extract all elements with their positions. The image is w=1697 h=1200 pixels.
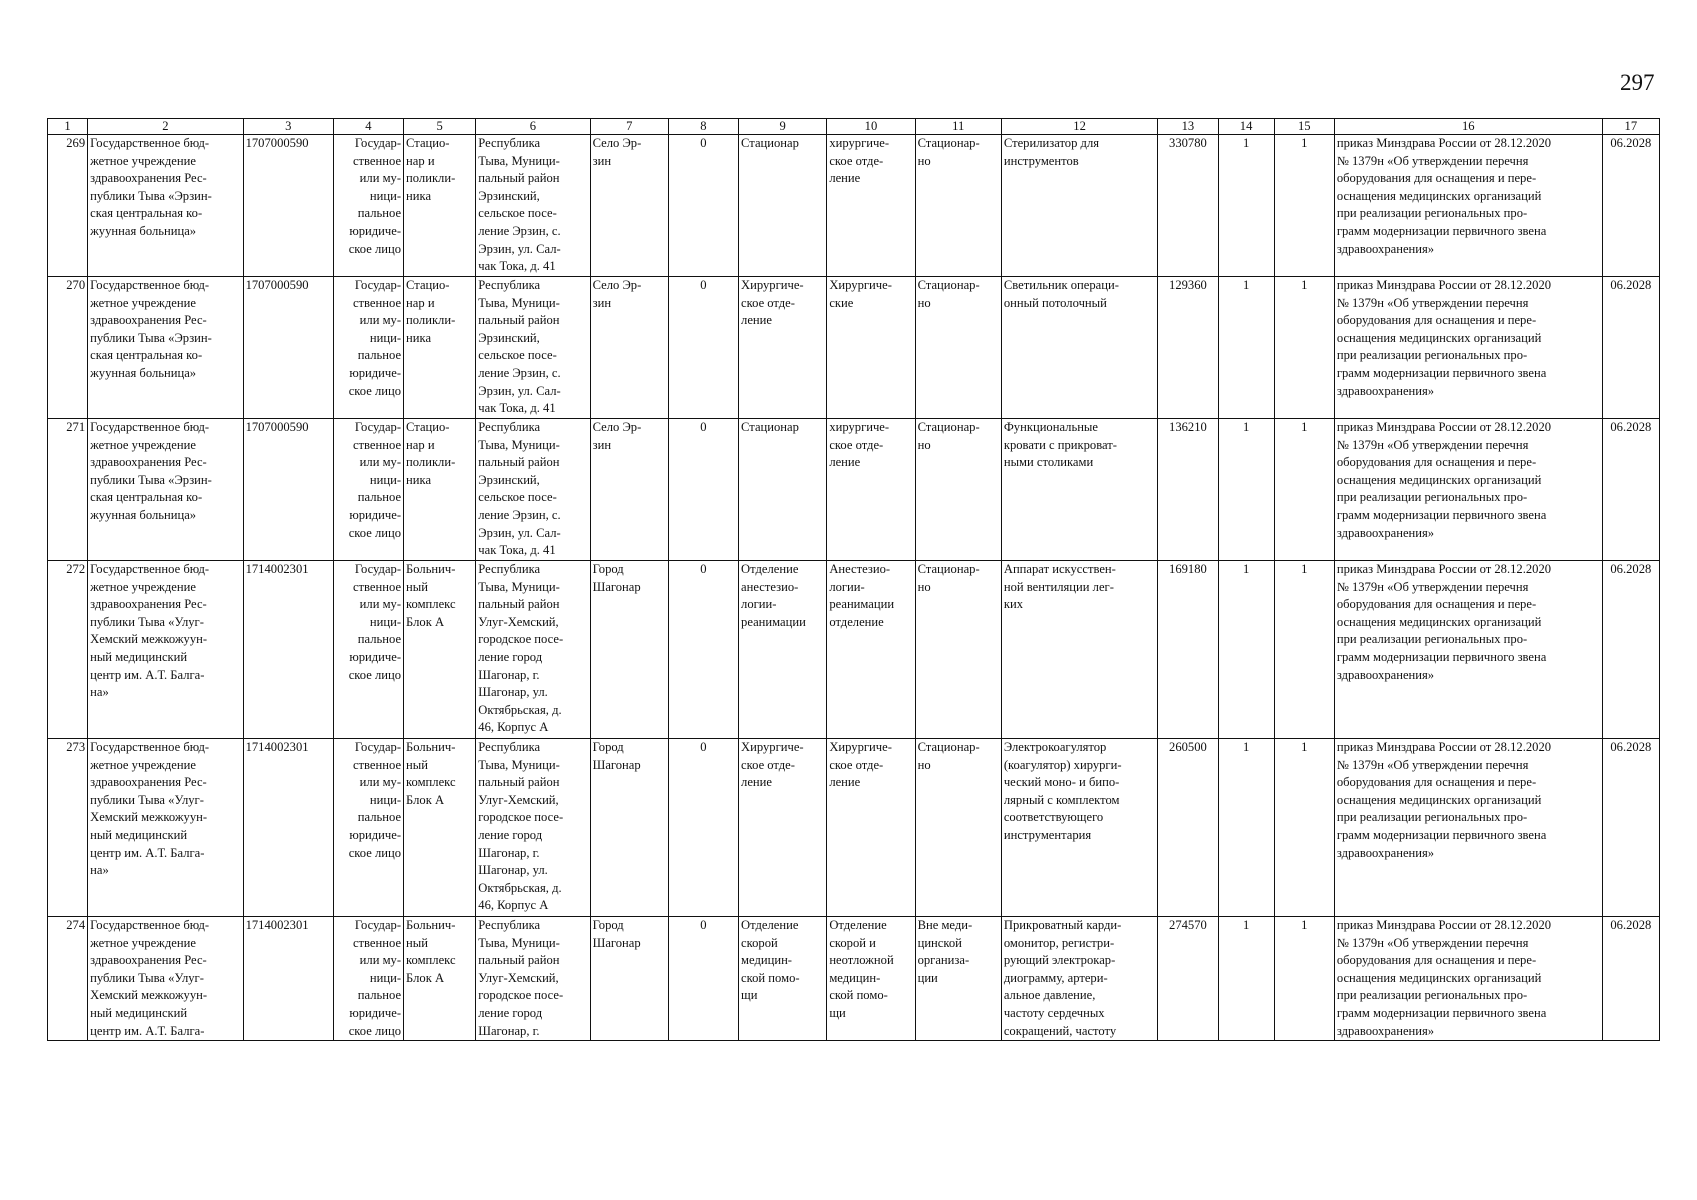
equipment-code: 136210 — [1158, 419, 1218, 561]
facility-type: Больнич- ный комплекс Блок А — [404, 917, 476, 1041]
facility-type: Больнич- ный комплекс Блок А — [404, 561, 476, 739]
due-date: 06.2028 — [1602, 561, 1659, 739]
column-number: 3 — [243, 119, 333, 135]
column-8-value: 0 — [668, 561, 738, 739]
address: Республика Тыва, Муници- пальный район Эрзинский, сельское посе- ление Эрзин, с. Эрзин, ул. Сал- чак Тока, д. 41 — [476, 419, 590, 561]
settlement: Город Шагонар — [590, 561, 668, 739]
row-number: 273 — [48, 739, 88, 917]
due-date: 06.2028 — [1602, 739, 1659, 917]
organization-name: Государственное бюд- жетное учреждение здравоохранения Рес- публики Тыва «Улуг- Хемский межкожуун- ный медицинский центр им. А.Т. Балга- на» — [88, 739, 243, 917]
column-8-value: 0 — [668, 135, 738, 277]
legal-basis: приказ Минздрава России от 28.12.2020 № 1379н «Об утверждении перечня оборудования для оснащения и пере- оснащения медицинских организаций при реализации региональных про- грамм модернизации первичного звена здравоохранения» — [1334, 917, 1602, 1041]
column-number: 16 — [1334, 119, 1602, 135]
column-8-value: 0 — [668, 419, 738, 561]
equipment-code: 260500 — [1158, 739, 1218, 917]
legal-form: Государ- ственное или му- ници- пальное юридиче- ское лицо — [333, 277, 403, 419]
care-mode: Стационар- но — [915, 561, 1001, 739]
care-mode: Стационар- но — [915, 277, 1001, 419]
legal-form: Государ- ственное или му- ници- пальное юридиче- ское лицо — [333, 419, 403, 561]
equipment-code: 129360 — [1158, 277, 1218, 419]
legal-form: Государ- ственное или му- ници- пальное юридиче- ское лицо — [333, 561, 403, 739]
address: Республика Тыва, Муници- пальный район Эрзинский, сельское посе- ление Эрзин, с. Эрзин, ул. Сал- чак Тока, д. 41 — [476, 135, 590, 277]
due-date: 06.2028 — [1602, 917, 1659, 1041]
address: Республика Тыва, Муници- пальный район Улуг-Хемский, городское посе- ление город Шагонар, г. — [476, 917, 590, 1041]
column-14-value: 1 — [1218, 277, 1274, 419]
column-15-value: 1 — [1274, 277, 1334, 419]
equipment-name: Светильник операци- онный потолочный — [1001, 277, 1157, 419]
column-8-value: 0 — [668, 739, 738, 917]
equipment-name: Прикроватный карди- омонитор, регистри- рующий электрокар- диограмму, артери- альное давление, частоту сердечных сокращений, частоту — [1001, 917, 1157, 1041]
equipment-code: 169180 — [1158, 561, 1218, 739]
settlement: Село Эр- зин — [590, 419, 668, 561]
legal-form: Государ- ственное или му- ници- пальное юридиче- ское лицо — [333, 135, 403, 277]
legal-form: Государ- ственное или му- ници- пальное юридиче- ское лицо — [333, 917, 403, 1041]
legal-basis: приказ Минздрава России от 28.12.2020 № 1379н «Об утверждении перечня оборудования для оснащения и пере- оснащения медицинских организаций при реализации региональных про- грамм модернизации первичного звена здравоохранения» — [1334, 277, 1602, 419]
table-row — [48, 135, 1660, 277]
equipment-name: Функциональные кровати с прикроват- ными столиками — [1001, 419, 1157, 561]
settlement: Город Шагонар — [590, 739, 668, 917]
settlement: Село Эр- зин — [590, 277, 668, 419]
column-8-value: 0 — [668, 917, 738, 1041]
table-row — [48, 561, 1660, 739]
facility-type: Стацио- нар и поликли- ника — [404, 135, 476, 277]
column-number: 2 — [88, 119, 243, 135]
care-mode: Вне меди- цинской организа- ции — [915, 917, 1001, 1041]
row-number: 270 — [48, 277, 88, 419]
table-row — [48, 277, 1660, 419]
equipment-name: Аппарат искусствен- ной вентиляции лег- ких — [1001, 561, 1157, 739]
column-number-row — [48, 119, 1660, 135]
row-number: 272 — [48, 561, 88, 739]
unit: хирургиче- ское отде- ление — [827, 135, 915, 277]
department: Отделение анестезио- логии- реанимации — [739, 561, 827, 739]
facility-type: Больнич- ный комплекс Блок А — [404, 739, 476, 917]
row-number: 269 — [48, 135, 88, 277]
care-mode: Стационар- но — [915, 739, 1001, 917]
department: Стационар — [739, 419, 827, 561]
column-number: 6 — [476, 119, 590, 135]
table-row — [48, 419, 1660, 561]
column-number: 7 — [590, 119, 668, 135]
legal-form: Государ- ственное или му- ници- пальное юридиче- ское лицо — [333, 739, 403, 917]
inn: 1714002301 — [243, 739, 333, 917]
column-number: 5 — [404, 119, 476, 135]
settlement: Город Шагонар — [590, 917, 668, 1041]
department: Хирургиче- ское отде- ление — [739, 277, 827, 419]
row-number: 274 — [48, 917, 88, 1041]
column-number: 1 — [48, 119, 88, 135]
inn: 1714002301 — [243, 561, 333, 739]
organization-name: Государственное бюд- жетное учреждение здравоохранения Рес- публики Тыва «Эрзин- ская центральная ко- жуунная больница» — [88, 277, 243, 419]
column-number: 17 — [1602, 119, 1659, 135]
unit: Анестезио- логии- реанимации отделение — [827, 561, 915, 739]
address: Республика Тыва, Муници- пальный район Улуг-Хемский, городское посе- ление город Шагонар, г. Шагонар, ул. Октябрьская, д. 46, Корпус А — [476, 739, 590, 917]
facility-type: Стацио- нар и поликли- ника — [404, 277, 476, 419]
department: Хирургиче- ское отде- ление — [739, 739, 827, 917]
organization-name: Государственное бюд- жетное учреждение здравоохранения Рес- публики Тыва «Улуг- Хемский межкожуун- ный медицинский центр им. А.Т. Балга- на» — [88, 561, 243, 739]
equipment-name: Электрокоагулятор (коагулятор) хирурги- ческий моно- и бипо- лярный с комплектом соответствующего инструментария — [1001, 739, 1157, 917]
care-mode: Стационар- но — [915, 419, 1001, 561]
due-date: 06.2028 — [1602, 135, 1659, 277]
column-number: 15 — [1274, 119, 1334, 135]
column-number: 9 — [739, 119, 827, 135]
unit: хирургиче- ское отде- ление — [827, 419, 915, 561]
column-number: 14 — [1218, 119, 1274, 135]
facility-type: Стацио- нар и поликли- ника — [404, 419, 476, 561]
column-14-value: 1 — [1218, 419, 1274, 561]
column-15-value: 1 — [1274, 739, 1334, 917]
column-8-value: 0 — [668, 277, 738, 419]
legal-basis: приказ Минздрава России от 28.12.2020 № 1379н «Об утверждении перечня оборудования для оснащения и пере- оснащения медицинских организаций при реализации региональных про- грамм модернизации первичного звена здравоохранения» — [1334, 419, 1602, 561]
settlement: Село Эр- зин — [590, 135, 668, 277]
column-15-value: 1 — [1274, 917, 1334, 1041]
row-number: 271 — [48, 419, 88, 561]
legal-basis: приказ Минздрава России от 28.12.2020 № 1379н «Об утверждении перечня оборудования для оснащения и пере- оснащения медицинских организаций при реализации региональных про- грамм модернизации первичного звена здравоохранения» — [1334, 739, 1602, 917]
column-number: 11 — [915, 119, 1001, 135]
column-number: 12 — [1001, 119, 1157, 135]
due-date: 06.2028 — [1602, 419, 1659, 561]
column-number: 8 — [668, 119, 738, 135]
column-14-value: 1 — [1218, 917, 1274, 1041]
department: Стационар — [739, 135, 827, 277]
equipment-register-table — [47, 118, 1660, 1041]
equipment-code: 274570 — [1158, 917, 1218, 1041]
inn: 1707000590 — [243, 277, 333, 419]
page-number: 297 — [1620, 70, 1655, 95]
column-15-value: 1 — [1274, 419, 1334, 561]
equipment-code: 330780 — [1158, 135, 1218, 277]
column-number: 13 — [1158, 119, 1218, 135]
department: Отделение скорой медицин- ской помо- щи — [739, 917, 827, 1041]
address: Республика Тыва, Муници- пальный район Эрзинский, сельское посе- ление Эрзин, с. Эрзин, ул. Сал- чак Тока, д. 41 — [476, 277, 590, 419]
column-number: 10 — [827, 119, 915, 135]
organization-name: Государственное бюд- жетное учреждение здравоохранения Рес- публики Тыва «Эрзин- ская центральная ко- жуунная больница» — [88, 419, 243, 561]
legal-basis: приказ Минздрава России от 28.12.2020 № 1379н «Об утверждении перечня оборудования для оснащения и пере- оснащения медицинских организаций при реализации региональных про- грамм модернизации первичного звена здравоохранения» — [1334, 561, 1602, 739]
due-date: 06.2028 — [1602, 277, 1659, 419]
address: Республика Тыва, Муници- пальный район Улуг-Хемский, городское посе- ление город Шагонар, г. Шагонар, ул. Октябрьская, д. 46, Корпус А — [476, 561, 590, 739]
organization-name: Государственное бюд- жетное учреждение здравоохранения Рес- публики Тыва «Эрзин- ская центральная ко- жуунная больница» — [88, 135, 243, 277]
table-row — [48, 917, 1660, 1041]
legal-basis: приказ Минздрава России от 28.12.2020 № 1379н «Об утверждении перечня оборудования для оснащения и пере- оснащения медицинских организаций при реализации региональных про- грамм модернизации первичного звена здравоохранения» — [1334, 135, 1602, 277]
inn: 1707000590 — [243, 135, 333, 277]
unit: Хирургиче- ские — [827, 277, 915, 419]
table-row — [48, 739, 1660, 917]
column-14-value: 1 — [1218, 561, 1274, 739]
column-number: 4 — [333, 119, 403, 135]
column-15-value: 1 — [1274, 561, 1334, 739]
inn: 1707000590 — [243, 419, 333, 561]
equipment-name: Стерилизатор для инструментов — [1001, 135, 1157, 277]
unit: Хирургиче- ское отде- ление — [827, 739, 915, 917]
organization-name: Государственное бюд- жетное учреждение здравоохранения Рес- публики Тыва «Улуг- Хемский межкожуун- ный медицинский центр им. А.Т. Балга- — [88, 917, 243, 1041]
column-15-value: 1 — [1274, 135, 1334, 277]
care-mode: Стационар- но — [915, 135, 1001, 277]
inn: 1714002301 — [243, 917, 333, 1041]
column-14-value: 1 — [1218, 135, 1274, 277]
unit: Отделение скорой и неотложной медицин- ской помо- щи — [827, 917, 915, 1041]
column-14-value: 1 — [1218, 739, 1274, 917]
